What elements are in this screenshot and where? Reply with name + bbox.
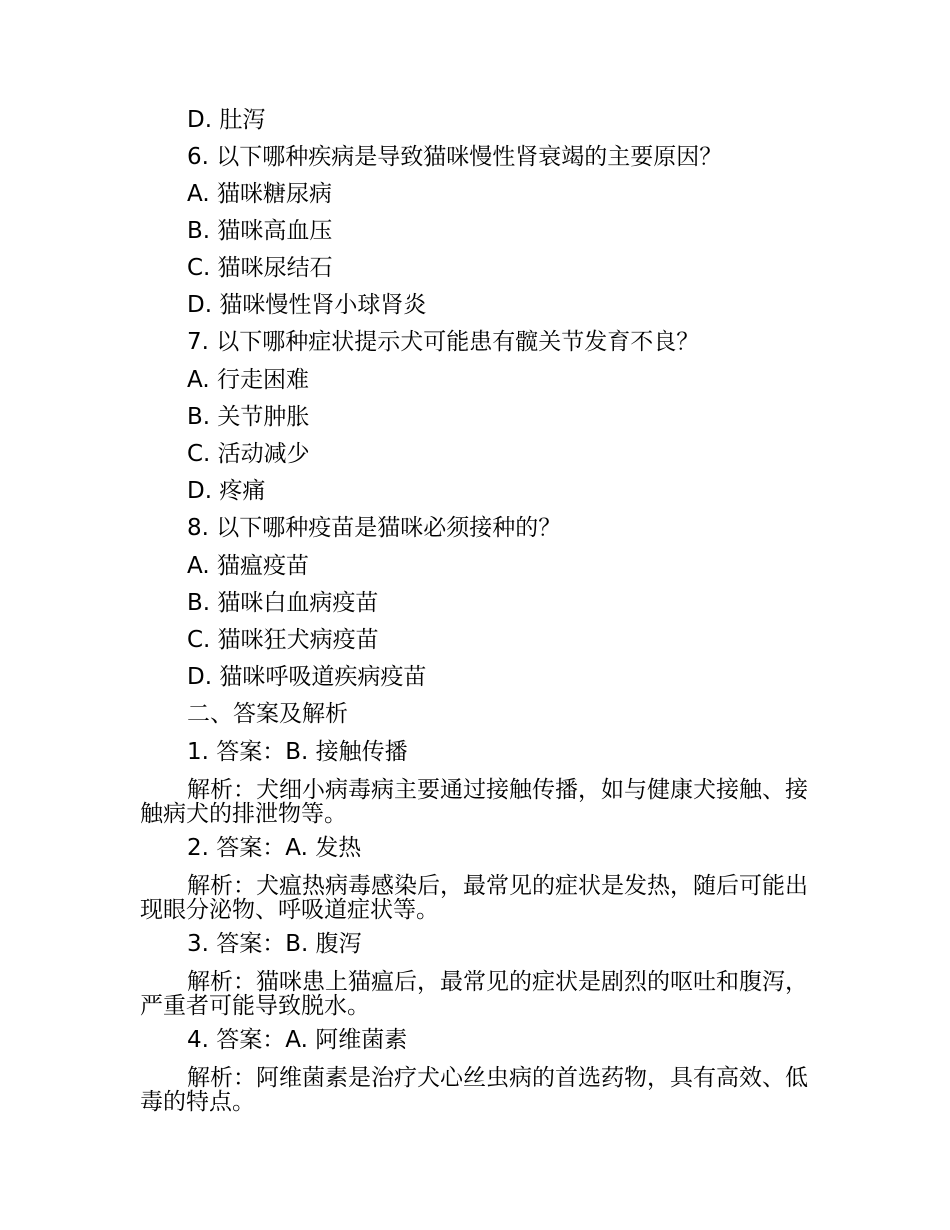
explanation-2: 解析：犬瘟热病毒感染后，最常见的症状是发热，随后可能出现眼分泌物、呼吸道症状等。 xyxy=(140,873,808,923)
option-7-b: B. 关节肿胀 xyxy=(187,404,310,430)
explanation-4: 解析：阿维菌素是治疗犬心丝虫病的首选药物，具有高效、低毒的特点。 xyxy=(140,1065,808,1115)
option-8-b: B. 猫咪白血病疫苗 xyxy=(187,590,379,616)
option-7-a: A. 行走困难 xyxy=(187,367,309,393)
option-8-d: D. 猫咪呼吸道疾病疫苗 xyxy=(187,664,427,690)
option-6-b: B. 猫咪高血压 xyxy=(187,218,333,244)
question-6: 6. 以下哪种疾病是导致猫咪慢性肾衰竭的主要原因？ xyxy=(187,144,723,170)
question-7: 7. 以下哪种症状提示犬可能患有髋关节发育不良？ xyxy=(187,329,700,355)
option-6-c: C. 猫咪尿结石 xyxy=(187,255,333,281)
option-6-a: A. 猫咪糖尿病 xyxy=(187,181,332,207)
section-heading: 二、答案及解析 xyxy=(187,701,348,727)
option-7-c: C. 活动减少 xyxy=(187,441,310,467)
answer-4: 4. 答案：A. 阿维菌素 xyxy=(187,1027,408,1053)
answer-1: 1. 答案：B. 接触传播 xyxy=(187,739,408,765)
option-8-c: C. 猫咪狂犬病疫苗 xyxy=(187,627,379,653)
answer-3: 3. 答案：B. 腹泻 xyxy=(187,931,362,957)
option-7-d: D. 疼痛 xyxy=(187,478,266,504)
explanation-1: 解析：犬细小病毒病主要通过接触传播，如与健康犬接触、接触病犬的排泄物等。 xyxy=(140,777,808,827)
question-8: 8. 以下哪种疫苗是猫咪必须接种的？ xyxy=(187,515,562,541)
explanation-3: 解析：猫咪患上猫瘟后，最常见的症状是剧烈的呕吐和腹泻，严重者可能导致脱水。 xyxy=(140,969,808,1019)
option-6-d: D. 猫咪慢性肾小球肾炎 xyxy=(187,292,427,318)
option-8-a: A. 猫瘟疫苗 xyxy=(187,553,309,579)
option-5-d: D. 肚泻 xyxy=(187,107,266,133)
answer-2: 2. 答案：A. 发热 xyxy=(187,835,362,861)
